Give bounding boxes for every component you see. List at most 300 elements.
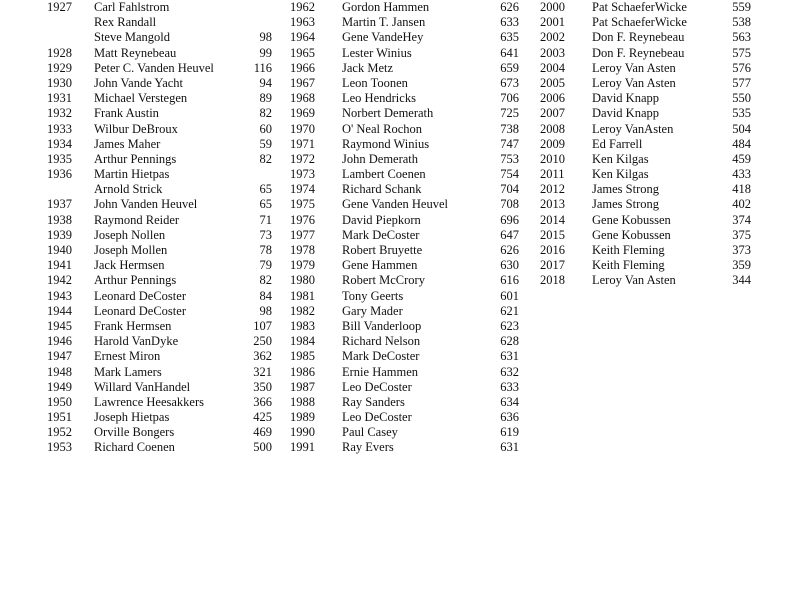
value-cell: 366 bbox=[253, 394, 272, 409]
value-cell: 633 bbox=[500, 15, 519, 30]
list-item bbox=[47, 106, 272, 121]
name-cell: Gene Vanden Heuvel bbox=[342, 197, 448, 212]
year-cell: 1965 bbox=[290, 45, 315, 60]
year-cell: 1972 bbox=[290, 151, 315, 166]
list-item bbox=[47, 349, 272, 364]
value-cell: 754 bbox=[500, 167, 519, 182]
name-cell: Arnold Strick bbox=[94, 182, 163, 197]
name-cell: Leroy Van Asten bbox=[592, 273, 676, 288]
list-item bbox=[47, 319, 272, 334]
value-cell: 84 bbox=[259, 288, 272, 303]
list-item bbox=[290, 289, 520, 304]
list-column-2 bbox=[290, 0, 520, 456]
name-cell: Keith Fleming bbox=[592, 258, 665, 273]
value-cell: 484 bbox=[732, 136, 751, 151]
list-item bbox=[47, 380, 272, 395]
value-cell: 538 bbox=[732, 15, 751, 30]
value-cell: 82 bbox=[259, 106, 272, 121]
list-item bbox=[47, 91, 272, 106]
year-cell: 2008 bbox=[540, 121, 565, 136]
list-item bbox=[540, 213, 752, 228]
list-item bbox=[47, 304, 272, 319]
year-cell: 2001 bbox=[540, 15, 565, 30]
list-item bbox=[47, 0, 272, 15]
list-item bbox=[47, 46, 272, 61]
value-cell: 504 bbox=[732, 121, 751, 136]
value-cell: 350 bbox=[253, 379, 272, 394]
list-item bbox=[540, 137, 752, 152]
name-cell: Leonard DeCoster bbox=[94, 288, 186, 303]
year-cell: 1970 bbox=[290, 121, 315, 136]
name-cell: Gary Mader bbox=[342, 303, 403, 318]
name-cell: Gene VandeHey bbox=[342, 30, 424, 45]
name-cell: Frank Hermsen bbox=[94, 318, 172, 333]
year-cell: 2009 bbox=[540, 136, 565, 151]
year-cell: 1941 bbox=[47, 258, 72, 273]
year-cell: 1931 bbox=[47, 91, 72, 106]
year-cell: 1977 bbox=[290, 227, 315, 242]
year-cell: 1942 bbox=[47, 273, 72, 288]
list-item bbox=[290, 243, 520, 258]
list-item bbox=[540, 273, 752, 288]
value-cell: 425 bbox=[253, 410, 272, 425]
name-cell: Ray Evers bbox=[342, 440, 394, 455]
list-item bbox=[290, 197, 520, 212]
year-cell: 2012 bbox=[540, 182, 565, 197]
list-item bbox=[540, 61, 752, 76]
name-cell: Don F. Reynebeau bbox=[592, 45, 685, 60]
value-cell: 626 bbox=[500, 0, 519, 14]
list-item bbox=[290, 304, 520, 319]
value-cell: 577 bbox=[732, 75, 751, 90]
list-item bbox=[290, 410, 520, 425]
year-cell: 1951 bbox=[47, 410, 72, 425]
year-cell: 1930 bbox=[47, 75, 72, 90]
list-item bbox=[47, 228, 272, 243]
list-item bbox=[290, 425, 520, 440]
list-item bbox=[290, 152, 520, 167]
value-cell: 631 bbox=[500, 349, 519, 364]
value-cell: 601 bbox=[500, 288, 519, 303]
name-cell: Orville Bongers bbox=[94, 425, 175, 440]
year-cell: 1979 bbox=[290, 258, 315, 273]
value-cell: 635 bbox=[500, 30, 519, 45]
list-item bbox=[290, 167, 520, 182]
name-cell: Harold VanDyke bbox=[94, 334, 179, 349]
value-cell: 673 bbox=[500, 75, 519, 90]
value-cell: 116 bbox=[253, 60, 272, 75]
list-item bbox=[540, 167, 752, 182]
name-cell: Leo DeCoster bbox=[342, 379, 412, 394]
value-cell: 78 bbox=[259, 243, 272, 257]
value-cell: 550 bbox=[732, 91, 751, 106]
year-cell: 1987 bbox=[290, 379, 315, 394]
name-cell: Leonard DeCoster bbox=[94, 303, 186, 318]
name-cell: Bill Vanderloop bbox=[342, 318, 422, 333]
year-cell: 1968 bbox=[290, 91, 315, 106]
name-cell: Steve Mangold bbox=[94, 30, 171, 45]
list-item bbox=[47, 289, 272, 304]
list-item bbox=[540, 197, 752, 212]
value-cell: 73 bbox=[259, 227, 272, 242]
year-cell: 1952 bbox=[47, 425, 72, 440]
name-cell: Ernie Hammen bbox=[342, 364, 419, 379]
list-item bbox=[540, 106, 752, 121]
year-cell: 2018 bbox=[540, 273, 565, 288]
year-cell: 2004 bbox=[540, 60, 565, 75]
value-cell: 98 bbox=[259, 303, 272, 318]
name-cell: Willard VanHandel bbox=[94, 379, 191, 394]
year-cell: 2005 bbox=[540, 75, 565, 90]
name-cell: David Knapp bbox=[592, 106, 659, 121]
year-cell: 1937 bbox=[47, 197, 72, 212]
year-cell: 1985 bbox=[290, 349, 315, 364]
value-cell: 321 bbox=[253, 364, 272, 379]
year-cell: 1962 bbox=[290, 0, 315, 14]
value-cell: 634 bbox=[500, 394, 519, 409]
name-cell: Rex Randall bbox=[94, 15, 157, 30]
list-item bbox=[47, 395, 272, 410]
name-cell: Mark Lamers bbox=[94, 364, 162, 379]
year-cell: 2002 bbox=[540, 30, 565, 45]
list-item bbox=[540, 258, 752, 273]
value-cell: 433 bbox=[732, 167, 751, 182]
name-cell: Lambert Coenen bbox=[342, 167, 426, 182]
value-cell: 60 bbox=[259, 121, 272, 136]
name-cell: Leroy Van Asten bbox=[592, 75, 676, 90]
name-cell: Joseph Nollen bbox=[94, 227, 166, 242]
year-cell: 1974 bbox=[290, 182, 315, 197]
value-cell: 708 bbox=[500, 197, 519, 212]
name-cell: Peter C. Vanden Heuvel bbox=[94, 60, 214, 75]
list-item bbox=[290, 213, 520, 228]
year-cell: 1986 bbox=[290, 364, 315, 379]
value-cell: 344 bbox=[732, 273, 751, 288]
name-cell: Leo Hendricks bbox=[342, 91, 416, 106]
value-cell: 563 bbox=[732, 30, 751, 45]
value-cell: 535 bbox=[732, 106, 751, 121]
list-item bbox=[47, 30, 272, 45]
value-cell: 630 bbox=[500, 258, 519, 273]
year-cell: 1950 bbox=[47, 394, 72, 409]
name-cell: Gene Kobussen bbox=[592, 227, 671, 242]
value-cell: 82 bbox=[259, 273, 272, 288]
name-cell: John Demerath bbox=[342, 151, 419, 166]
value-cell: 706 bbox=[500, 91, 519, 106]
name-cell: Martin T. Jansen bbox=[342, 15, 426, 30]
value-cell: 375 bbox=[732, 227, 751, 242]
list-item bbox=[290, 440, 520, 455]
year-cell: 1967 bbox=[290, 75, 315, 90]
name-cell: Joseph Mollen bbox=[94, 243, 168, 257]
name-cell: Ernest Miron bbox=[94, 349, 161, 364]
value-cell: 89 bbox=[259, 91, 272, 106]
list-item bbox=[290, 76, 520, 91]
list-item bbox=[290, 228, 520, 243]
year-cell: 1927 bbox=[47, 0, 72, 14]
name-cell: Ken Kilgas bbox=[592, 151, 649, 166]
year-cell: 1933 bbox=[47, 121, 72, 136]
year-cell: 1991 bbox=[290, 440, 315, 455]
name-cell: Carl Fahlstrom bbox=[94, 0, 170, 14]
year-cell: 1948 bbox=[47, 364, 72, 379]
value-cell: 98 bbox=[259, 30, 272, 45]
list-item bbox=[540, 228, 752, 243]
year-cell: 1932 bbox=[47, 106, 72, 121]
list-item bbox=[290, 182, 520, 197]
list-item bbox=[290, 15, 520, 30]
value-cell: 107 bbox=[253, 318, 272, 333]
year-cell: 1981 bbox=[290, 288, 315, 303]
list-item bbox=[47, 365, 272, 380]
name-cell: Mark DeCoster bbox=[342, 227, 420, 242]
name-cell: Keith Fleming bbox=[592, 243, 665, 257]
list-item bbox=[290, 106, 520, 121]
year-cell: 1949 bbox=[47, 379, 72, 394]
year-cell: 1936 bbox=[47, 167, 72, 182]
list-column-3 bbox=[540, 0, 752, 289]
year-cell: 1975 bbox=[290, 197, 315, 212]
value-cell: 59 bbox=[259, 136, 272, 151]
value-cell: 626 bbox=[500, 243, 519, 257]
name-cell: David Knapp bbox=[592, 91, 659, 106]
value-cell: 632 bbox=[500, 364, 519, 379]
name-cell: Frank Austin bbox=[94, 106, 159, 121]
value-cell: 79 bbox=[259, 258, 272, 273]
list-item bbox=[47, 167, 272, 182]
list-item bbox=[540, 122, 752, 137]
name-cell: David Piepkorn bbox=[342, 212, 421, 227]
year-cell: 1982 bbox=[290, 303, 315, 318]
value-cell: 65 bbox=[259, 182, 272, 197]
year-cell: 2010 bbox=[540, 151, 565, 166]
year-cell: 1944 bbox=[47, 303, 72, 318]
year-cell: 1953 bbox=[47, 440, 72, 455]
year-cell: 1971 bbox=[290, 136, 315, 151]
list-item bbox=[540, 30, 752, 45]
value-cell: 747 bbox=[500, 136, 519, 151]
value-cell: 647 bbox=[500, 227, 519, 242]
list-item bbox=[47, 440, 272, 455]
year-cell: 2014 bbox=[540, 212, 565, 227]
value-cell: 374 bbox=[732, 212, 751, 227]
year-cell: 1963 bbox=[290, 15, 315, 30]
value-cell: 359 bbox=[732, 258, 751, 273]
name-cell: Mark DeCoster bbox=[342, 349, 420, 364]
list-item bbox=[540, 15, 752, 30]
value-cell: 99 bbox=[259, 45, 272, 60]
value-cell: 500 bbox=[253, 440, 272, 455]
value-cell: 696 bbox=[500, 212, 519, 227]
value-cell: 418 bbox=[732, 182, 751, 197]
year-cell: 1934 bbox=[47, 136, 72, 151]
name-cell: Ken Kilgas bbox=[592, 167, 649, 182]
name-cell: Richard Coenen bbox=[94, 440, 175, 455]
list-item bbox=[290, 122, 520, 137]
name-cell: Joseph Hietpas bbox=[94, 410, 170, 425]
year-cell: 1990 bbox=[290, 425, 315, 440]
name-cell: Richard Schank bbox=[342, 182, 422, 197]
list-item bbox=[290, 61, 520, 76]
value-cell: 641 bbox=[500, 45, 519, 60]
year-cell: 1969 bbox=[290, 106, 315, 121]
list-item bbox=[47, 243, 272, 258]
list-item bbox=[540, 182, 752, 197]
year-cell: 2003 bbox=[540, 45, 565, 60]
name-cell: John Vanden Heuvel bbox=[94, 197, 198, 212]
value-cell: 373 bbox=[732, 243, 751, 257]
value-cell: 250 bbox=[253, 334, 272, 349]
list-item bbox=[47, 122, 272, 137]
year-cell: 1978 bbox=[290, 243, 315, 257]
list-item bbox=[47, 410, 272, 425]
value-cell: 71 bbox=[259, 212, 272, 227]
year-cell: 1939 bbox=[47, 227, 72, 242]
list-item bbox=[540, 152, 752, 167]
name-cell: Ray Sanders bbox=[342, 394, 405, 409]
year-cell: 2013 bbox=[540, 197, 565, 212]
list-item bbox=[47, 273, 272, 288]
value-cell: 82 bbox=[259, 151, 272, 166]
year-cell: 1984 bbox=[290, 334, 315, 349]
name-cell: Leroy VanAsten bbox=[592, 121, 674, 136]
list-item bbox=[290, 380, 520, 395]
list-item bbox=[47, 182, 272, 197]
year-cell: 1943 bbox=[47, 288, 72, 303]
value-cell: 559 bbox=[732, 0, 751, 14]
name-cell: James Maher bbox=[94, 136, 161, 151]
list-item bbox=[290, 395, 520, 410]
year-cell: 2016 bbox=[540, 243, 565, 257]
name-cell: O' Neal Rochon bbox=[342, 121, 423, 136]
list-item bbox=[47, 213, 272, 228]
year-cell: 1976 bbox=[290, 212, 315, 227]
name-cell: Leo DeCoster bbox=[342, 410, 412, 425]
value-cell: 621 bbox=[500, 303, 519, 318]
value-cell: 576 bbox=[732, 60, 751, 75]
name-cell: Michael Verstegen bbox=[94, 91, 188, 106]
year-cell: 2006 bbox=[540, 91, 565, 106]
name-cell: John Vande Yacht bbox=[94, 75, 184, 90]
name-cell: Tony Geerts bbox=[342, 288, 404, 303]
name-cell: Don F. Reynebeau bbox=[592, 30, 685, 45]
name-cell: James Strong bbox=[592, 197, 660, 212]
value-cell: 636 bbox=[500, 410, 519, 425]
name-cell: Pat SchaeferWicke bbox=[592, 0, 687, 14]
name-cell: Lawrence Heesakkers bbox=[94, 394, 205, 409]
name-cell: Gordon Hammen bbox=[342, 0, 430, 14]
year-cell: 1947 bbox=[47, 349, 72, 364]
name-cell: Pat SchaeferWicke bbox=[592, 15, 687, 30]
year-cell: 1929 bbox=[47, 60, 72, 75]
value-cell: 459 bbox=[732, 151, 751, 166]
name-cell: Raymond Winius bbox=[342, 136, 430, 151]
value-cell: 659 bbox=[500, 60, 519, 75]
name-cell: Leon Toonen bbox=[342, 75, 408, 90]
value-cell: 402 bbox=[732, 197, 751, 212]
list-item bbox=[47, 137, 272, 152]
list-item bbox=[540, 0, 752, 15]
year-cell: 1946 bbox=[47, 334, 72, 349]
list-item bbox=[290, 319, 520, 334]
year-cell: 1940 bbox=[47, 243, 72, 257]
list-item bbox=[47, 197, 272, 212]
list-item bbox=[290, 137, 520, 152]
name-cell: Richard Nelson bbox=[342, 334, 421, 349]
name-cell: Leroy Van Asten bbox=[592, 60, 676, 75]
list-item bbox=[47, 76, 272, 91]
name-cell: James Strong bbox=[592, 182, 660, 197]
list-column-1 bbox=[47, 0, 272, 456]
value-cell: 575 bbox=[732, 45, 751, 60]
list-item bbox=[540, 46, 752, 61]
year-cell: 2015 bbox=[540, 227, 565, 242]
value-cell: 616 bbox=[500, 273, 519, 288]
year-cell: 2017 bbox=[540, 258, 565, 273]
list-item bbox=[290, 46, 520, 61]
year-cell: 1973 bbox=[290, 167, 315, 182]
name-cell: Arthur Pennings bbox=[94, 151, 177, 166]
list-item bbox=[47, 15, 272, 30]
list-item bbox=[540, 243, 752, 258]
year-cell: 1935 bbox=[47, 151, 72, 166]
list-item bbox=[290, 334, 520, 349]
name-cell: Wilbur DeBroux bbox=[94, 121, 178, 136]
name-cell: Paul Casey bbox=[342, 425, 398, 440]
value-cell: 65 bbox=[259, 197, 272, 212]
list-item bbox=[290, 365, 520, 380]
name-cell: Raymond Reider bbox=[94, 212, 180, 227]
year-cell: 2000 bbox=[540, 0, 565, 14]
year-cell: 1945 bbox=[47, 318, 72, 333]
list-item bbox=[47, 152, 272, 167]
name-cell: Robert Bruyette bbox=[342, 243, 423, 257]
year-cell: 1980 bbox=[290, 273, 315, 288]
list-item bbox=[47, 258, 272, 273]
list-item bbox=[47, 334, 272, 349]
value-cell: 753 bbox=[500, 151, 519, 166]
name-cell: Martin Hietpas bbox=[94, 167, 170, 182]
year-cell: 1989 bbox=[290, 410, 315, 425]
value-cell: 631 bbox=[500, 440, 519, 455]
year-cell: 1983 bbox=[290, 318, 315, 333]
year-cell: 2007 bbox=[540, 106, 565, 121]
value-cell: 362 bbox=[253, 349, 272, 364]
list-item bbox=[290, 0, 520, 15]
name-cell: Matt Reynebeau bbox=[94, 45, 177, 60]
value-cell: 738 bbox=[500, 121, 519, 136]
value-cell: 469 bbox=[253, 425, 272, 440]
list-item bbox=[290, 273, 520, 288]
year-cell: 1938 bbox=[47, 212, 72, 227]
name-cell: Gene Hammen bbox=[342, 258, 418, 273]
name-cell: Gene Kobussen bbox=[592, 212, 671, 227]
list-item bbox=[290, 258, 520, 273]
list-item bbox=[540, 91, 752, 106]
list-item bbox=[290, 91, 520, 106]
name-cell: Arthur Pennings bbox=[94, 273, 177, 288]
value-cell: 704 bbox=[500, 182, 519, 197]
name-cell: Norbert Demerath bbox=[342, 106, 434, 121]
year-cell: 1928 bbox=[47, 45, 72, 60]
year-cell: 1966 bbox=[290, 60, 315, 75]
list-item bbox=[47, 61, 272, 76]
list-item bbox=[290, 349, 520, 364]
value-cell: 633 bbox=[500, 379, 519, 394]
name-cell: Jack Metz bbox=[342, 60, 394, 75]
value-cell: 94 bbox=[259, 75, 272, 90]
list-item bbox=[47, 425, 272, 440]
